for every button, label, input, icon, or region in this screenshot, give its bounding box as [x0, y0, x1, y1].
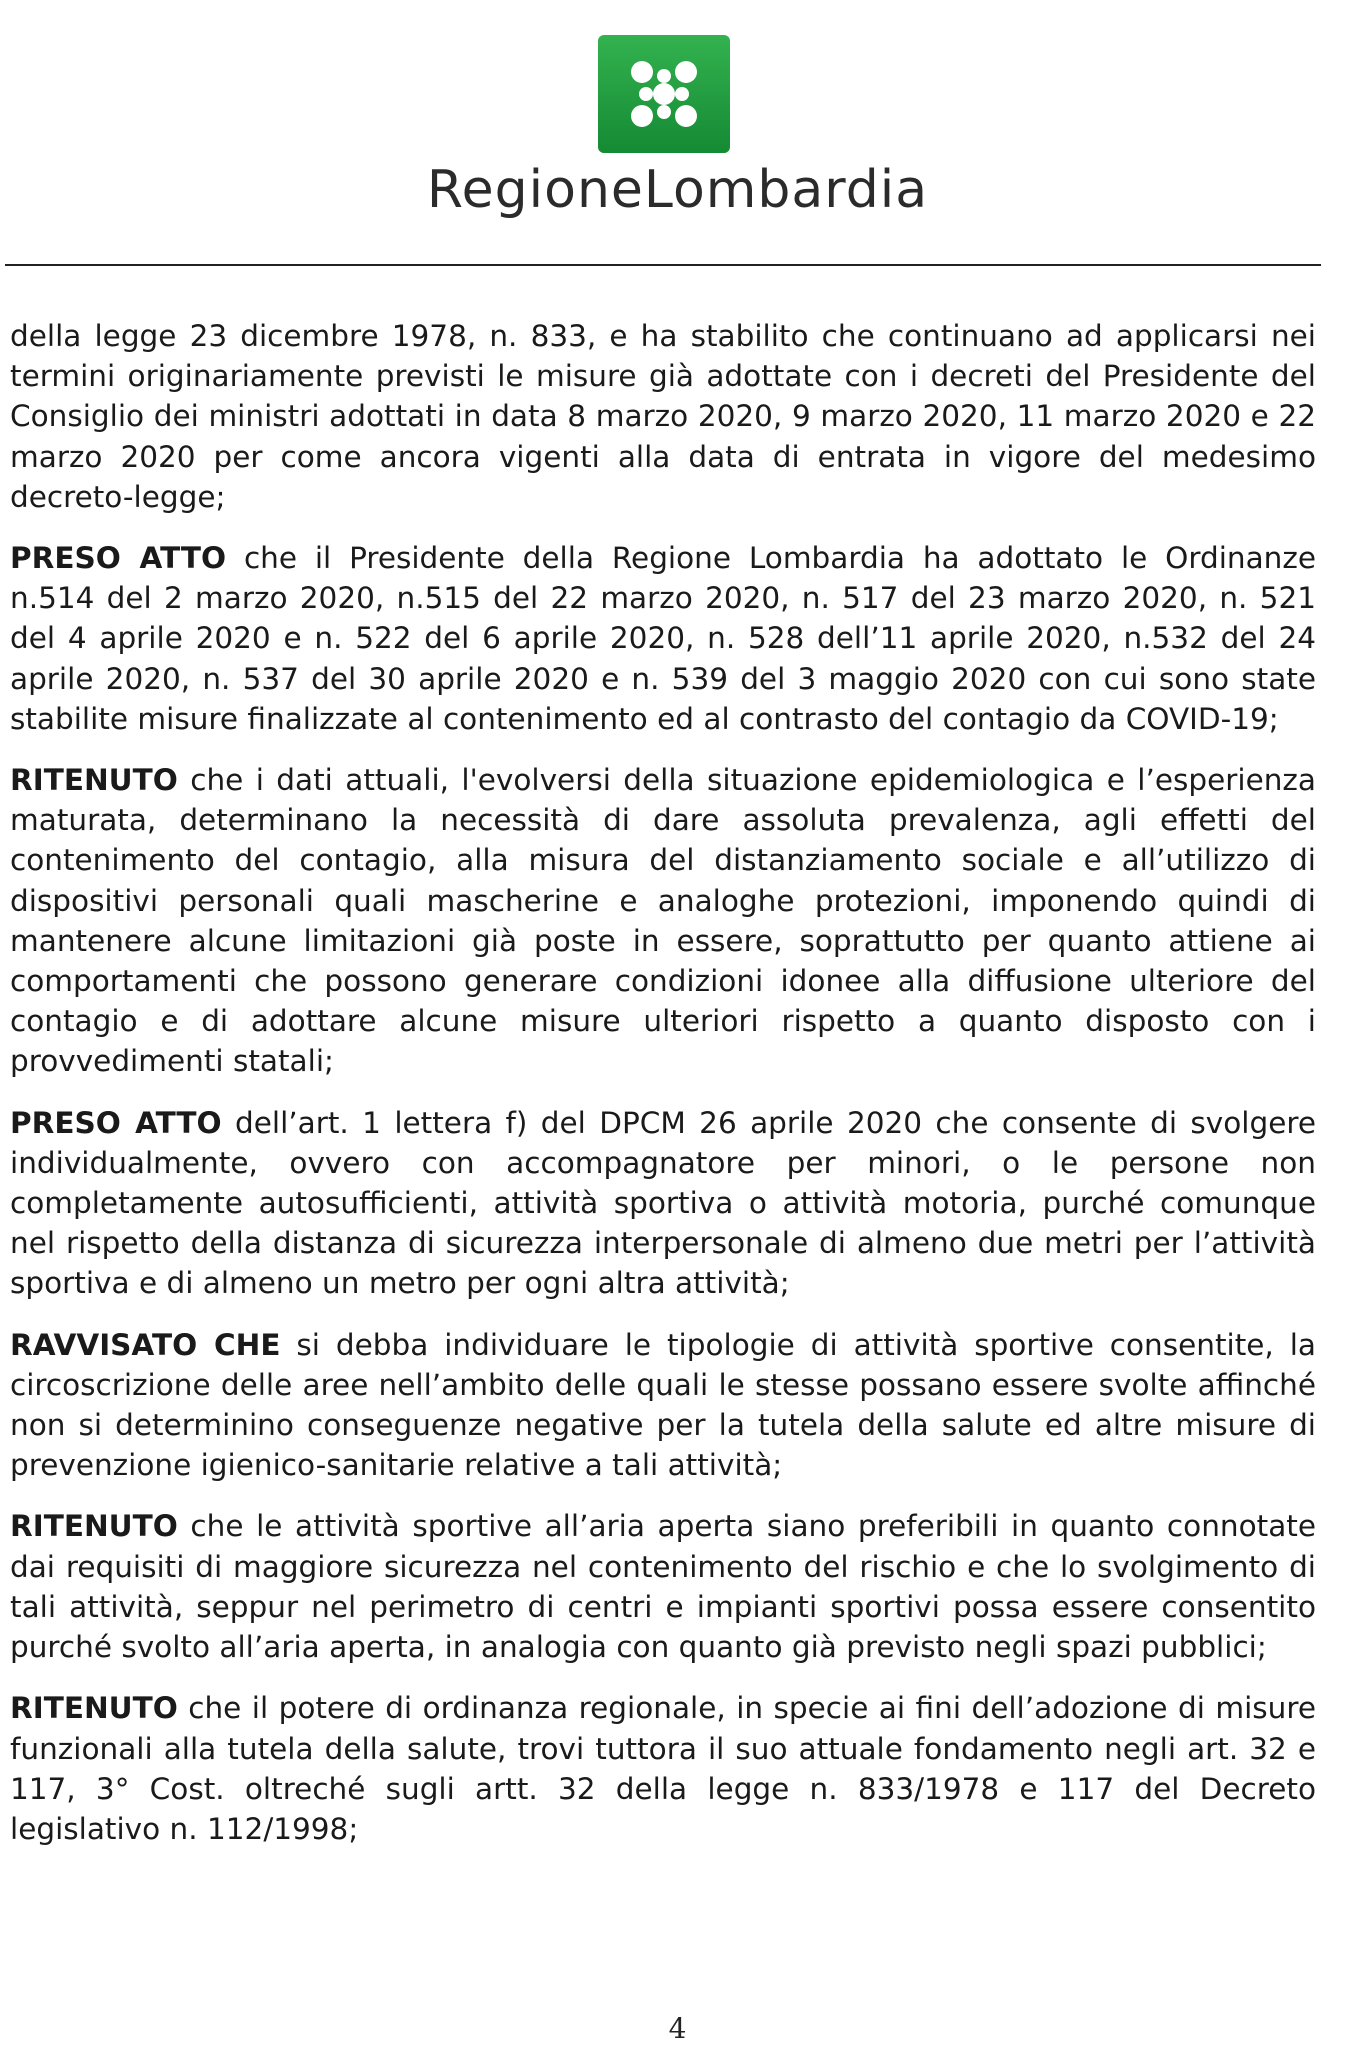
- paragraph-lead: RITENUTO: [10, 763, 178, 798]
- paragraph-lead: PRESO ATTO: [10, 1105, 222, 1140]
- document-header: [0, 0, 1355, 268]
- paragraph-text: che il Presidente della Regione Lombardia ha adottato le Ordinanze n.514 del 2 marzo 2020, n.515 del 22 marzo 2020, n. 517 del 23 marzo 2020, n. 521 del 4 aprile 2020 e n. 522 del 6 aprile 2020, n. 528 dell’11 aprile 2020, n.532 del 24 aprile 2020, n. 537 del 30 aprile 2020 e n. 539 del 3 maggio 2020 con cui sono state stabilite misure finalizzate al contenimento ed al contrasto del contagio da COVID-19;: [10, 541, 1316, 736]
- paragraph: [10, 316, 1316, 517]
- regione-lombardia-logo-icon: [598, 35, 730, 153]
- paragraph-text: dell’art. 1 lettera f) del DPCM 26 aprile 2020 che consente di svolgere individualmente, ovvero con accompagnatore per minori, o le persone non completamente autosufficienti, attività sportiva o attività motoria, purché comunque nel rispetto della distanza di sicurezza interpersonale di almeno due metri per l’attività sportiva e di almeno un metro per ogni altra attività;: [10, 1105, 1316, 1301]
- page-number: 4: [668, 2012, 687, 2045]
- paragraph: [10, 760, 1316, 1082]
- paragraph: [10, 1688, 1316, 1849]
- paragraph-text: che i dati attuali, l'evolversi della situazione epidemiologica e l’esperienza maturata, determinano la necessità di dare assoluta prevalenza, agli effetti del contenimento del contagio, alla misura del distanziamento sociale e all’utilizzo di dispositivi personali quali mascherine e analoghe protezioni, imponendo quindi di mantenere alcune limitazioni già poste in essere, soprattutto per quanto attiene ai comportamenti che possono generare condizioni idonee alla diffusione ulteriore del contagio e di adottare alcune misure ulteriori rispetto a quanto disposto con i provvedimenti statali;: [10, 763, 1316, 1079]
- paragraph: [10, 1325, 1316, 1486]
- header-divider: [5, 264, 1321, 266]
- paragraph: [10, 1506, 1316, 1667]
- paragraph-lead: RITENUTO: [10, 1691, 178, 1726]
- paragraph: [10, 538, 1316, 739]
- document-body: [10, 316, 1316, 1870]
- paragraph: [10, 1103, 1316, 1304]
- paragraph-lead: RAVVISATO CHE: [10, 1327, 281, 1362]
- logo-wordmark: RegioneLombardia: [426, 160, 929, 220]
- paragraph-lead: RITENUTO: [10, 1509, 178, 1544]
- paragraph-text: della legge 23 dicembre 1978, n. 833, e ha stabilito che continuano ad applicarsi nei termini originariamente previsti le misure già adottate con i decreti del Presidente del Consiglio dei ministri adottati in data 8 marzo 2020, 9 marzo 2020, 11 marzo 2020 e 22 marzo 2020 per come ancora vigenti alla data di entrata in vigore del medesimo decreto-legge;: [10, 319, 1316, 514]
- paragraph-text: che le attività sportive all’aria aperta siano preferibili in quanto connotate dai requisiti di maggiore sicurezza nel contenimento del rischio e che lo svolgimento di tali attività, seppur nel perimetro di centri e impianti sportivi possa essere consentito purché svolto all’aria aperta, in analogia con quanto già previsto negli spazi pubblici;: [10, 1509, 1316, 1665]
- paragraph-lead: PRESO ATTO: [10, 541, 227, 576]
- paragraph-text: che il potere di ordinanza regionale, in specie ai fini dell’adozione di misure funzionali alla tutela della salute, trovi tuttora il suo attuale fondamento negli art. 32 e 117, 3° Cost. oltreché sugli artt. 32 della legge n. 833/1978 e 117 del Decreto legislativo n. 112/1998;: [10, 1691, 1316, 1846]
- paragraph-text: si debba individuare le tipologie di attività sportive consentite, la circoscrizione delle aree nell’ambito delle quali le stesse possano essere svolte affinché non si determinino conseguenze negative per la tutela della salute ed altre misure di prevenzione igienico-sanitarie relative a tali attività;: [10, 1327, 1316, 1483]
